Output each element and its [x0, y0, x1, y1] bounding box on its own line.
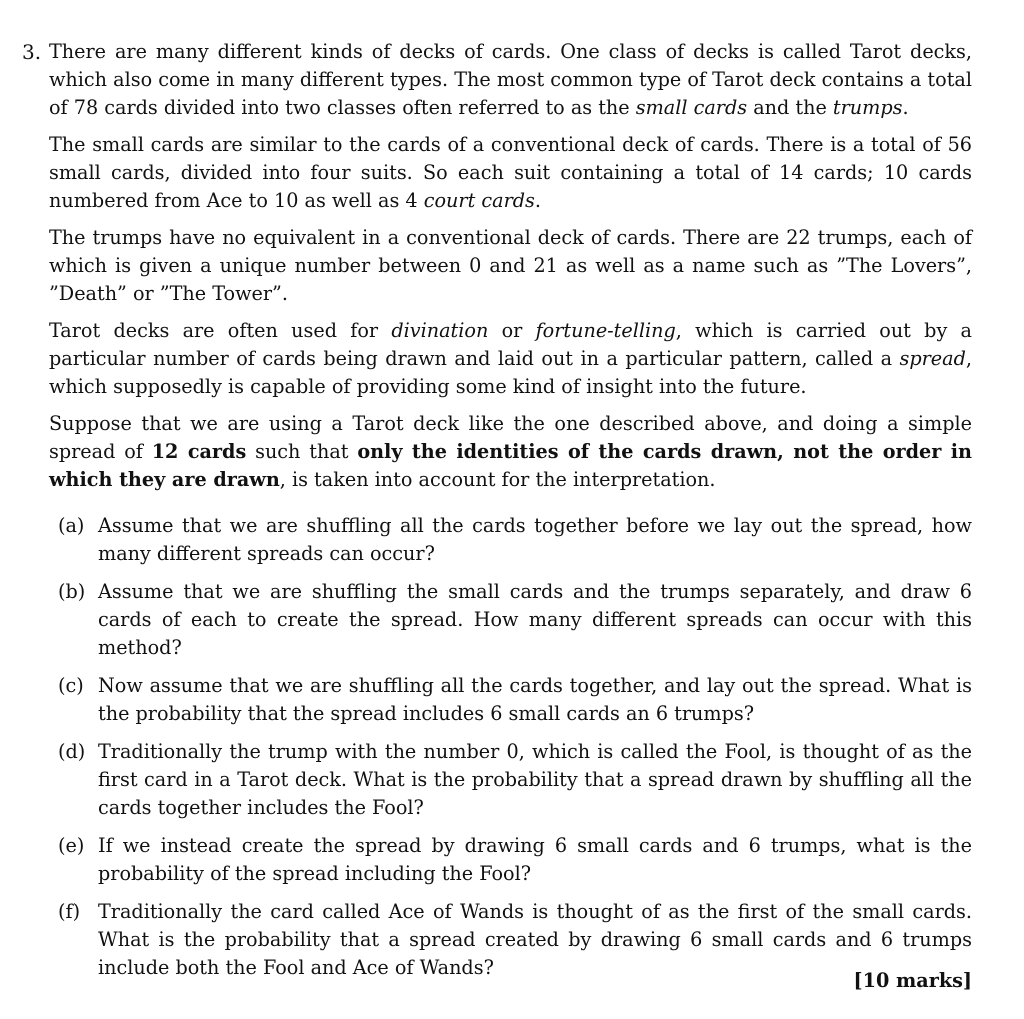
- text-segment: , is taken into account for the interpretation.: [279, 468, 716, 491]
- sub-question: [49, 832, 972, 888]
- intro-paragraph: [49, 317, 972, 401]
- italic-term: fortune-telling: [535, 319, 676, 342]
- sub-question-text: Traditionally the card called Ace of Wands is thought of as the first of the small cards. What is the probability that a spread created by drawing 6 small cards and 6 trumps include both the Fool and Ace of Wands?: [98, 900, 972, 979]
- italic-term: spread: [899, 347, 966, 370]
- question-body: [49, 38, 972, 982]
- text-segment: or: [488, 319, 536, 342]
- intro-paragraph: [49, 131, 972, 215]
- sub-question-text: Traditionally the trump with the number 0, which is called the Fool, is thought of as the first card in a Tarot deck. What is the probability that a spread drawn by shuffling all the cards together includes the Fool?: [98, 740, 972, 819]
- sub-question-text: If we instead create the spread by drawing 6 small cards and 6 trumps, what is the probability of the spread including the Fool?: [98, 834, 972, 885]
- text-segment: Tarot decks are often used for: [49, 319, 392, 342]
- italic-term: court cards: [423, 189, 535, 212]
- question-number: 3.: [22, 40, 42, 64]
- text-segment: There are many different kinds of decks of cards. One class of decks is called Tarot decks, which also come in many different types. The most common type of Tarot deck contains a total of 78 cards divided into two classes often referred to as the: [49, 40, 972, 119]
- sub-question-label: (f): [58, 900, 81, 923]
- intro-paragraphs: [49, 38, 972, 494]
- italic-term: divination: [391, 319, 489, 342]
- italic-term: small cards: [635, 96, 748, 119]
- text-segment: Suppose that we are using a Tarot deck like the one described above, and doing a simple spread of: [49, 412, 972, 463]
- sub-question-text: Assume that we are shuffling all the cards together before we lay out the spread, how many different spreads can occur?: [98, 514, 972, 565]
- intro-paragraph: [49, 224, 972, 308]
- text-segment: .: [534, 189, 541, 212]
- text-segment: The trumps have no equivalent in a conventional deck of cards. There are 22 trumps, each of which is given a unique number between 0 and 21 as well as a name such as ”The Lovers”, ”Death” or ”The Tower”.: [49, 226, 972, 305]
- text-segment: such that: [246, 440, 358, 463]
- sub-question: [49, 578, 972, 662]
- text-segment: , which supposedly is capable of providing some kind of insight into the future.: [49, 347, 972, 398]
- text-segment: and the: [747, 96, 833, 119]
- question-block: [22, 38, 974, 992]
- sub-question-label: (e): [58, 834, 85, 857]
- text-segment: The small cards are similar to the cards of a conventional deck of cards. There is a total of 56 small cards, divided into four suits. So each suit containing a total of 14 cards; 10 cards numbered from Ace to 10 as well as 4: [49, 133, 972, 212]
- text-segment: .: [902, 96, 909, 119]
- sub-question: [49, 512, 972, 568]
- bold-emphasis: 12 cards: [151, 440, 247, 463]
- sub-question-text: Assume that we are shuffling the small cards and the trumps separately, and draw 6 cards of each to create the spread. How many different spreads can occur with this method?: [98, 580, 972, 659]
- text-segment: , which is carried out by a particular number of cards being drawn and laid out in a particular pattern, called a: [49, 319, 972, 370]
- sub-question-label: (a): [58, 514, 85, 537]
- marks-label: [10 marks]: [853, 969, 972, 992]
- sub-question-label: (c): [58, 674, 84, 697]
- sub-question-label: (b): [58, 580, 86, 603]
- sub-question-list: [49, 512, 972, 982]
- sub-question-text: Now assume that we are shuffling all the cards together, and lay out the spread. What is the probability that the spread includes 6 small cards an 6 trumps?: [98, 674, 972, 725]
- intro-paragraph: [49, 410, 972, 494]
- sub-question: [49, 672, 972, 728]
- sub-question: [49, 738, 972, 822]
- intro-paragraph: [49, 38, 972, 122]
- sub-question: [49, 898, 972, 982]
- bold-emphasis: only the identities of the cards drawn, not the order in which they are drawn: [49, 440, 972, 491]
- sub-question-label: (d): [58, 740, 86, 763]
- italic-term: trumps: [832, 96, 903, 119]
